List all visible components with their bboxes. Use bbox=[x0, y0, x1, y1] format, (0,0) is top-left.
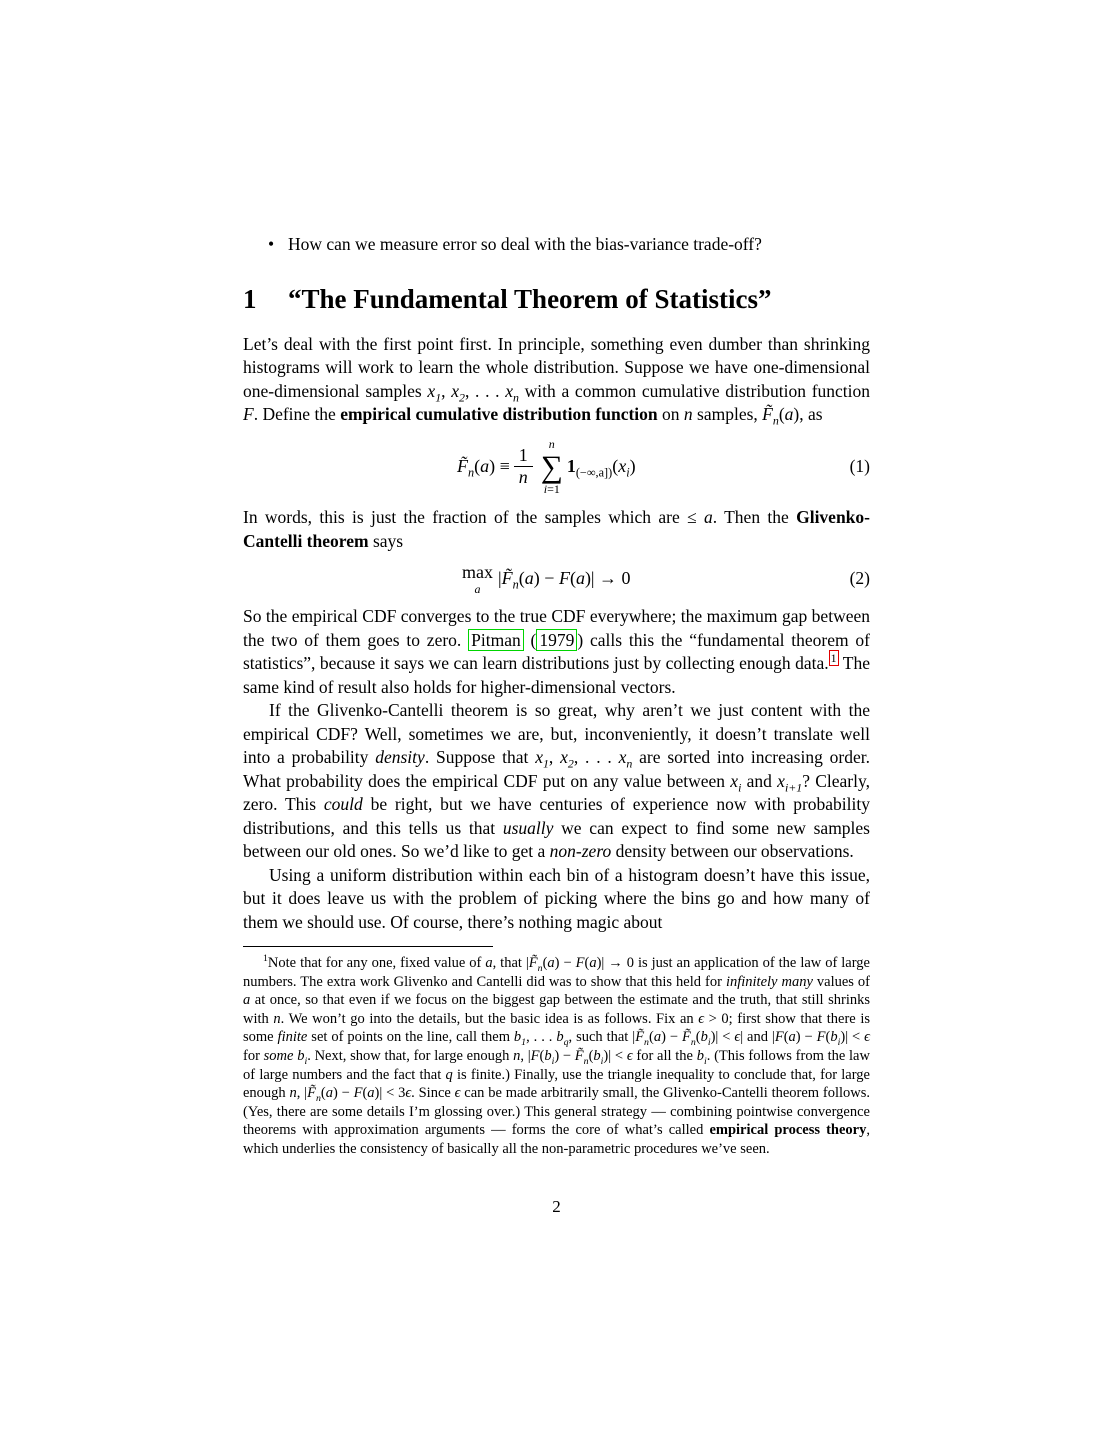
text-run: ( bbox=[518, 568, 525, 589]
text-run: ( bbox=[539, 1048, 545, 1065]
text-run: . (This follows from the law of large numbers and the fact that bbox=[243, 1048, 870, 1083]
text-run: F̃ bbox=[574, 1048, 584, 1065]
text-run: we can expect to find some new samples between our old ones. So we’d like to get a bbox=[243, 817, 870, 862]
text-run: F bbox=[243, 404, 254, 424]
text-run: i bbox=[626, 465, 630, 480]
text-run: x bbox=[618, 747, 627, 768]
text-run: Note that for any one, fixed value of bbox=[267, 955, 486, 972]
text-run: =1 bbox=[547, 481, 560, 496]
text-run: )| → 0 bbox=[584, 568, 631, 589]
text-run: F bbox=[530, 1048, 540, 1065]
text-run: F̃ bbox=[456, 455, 468, 476]
text-run: a bbox=[703, 507, 713, 528]
text-run: ( bbox=[612, 455, 619, 476]
paragraph-empirical-cdf bbox=[243, 605, 870, 699]
text-run: ( bbox=[320, 1085, 326, 1102]
text-run: F̃ bbox=[681, 1029, 691, 1046]
text-run: ( bbox=[783, 1029, 789, 1046]
text-run: ( bbox=[523, 629, 537, 650]
text-run: The same kind of result also holds for higher-dimensional vectors. bbox=[243, 653, 870, 697]
text-run: . Define the bbox=[253, 404, 341, 424]
text-run: ( bbox=[648, 1029, 654, 1046]
text-run: ( bbox=[695, 1029, 701, 1046]
text-run: b bbox=[696, 1048, 704, 1065]
equation-1-rhs bbox=[567, 455, 636, 479]
fraction-denominator: n bbox=[514, 466, 533, 488]
text-run: F̃ bbox=[635, 1029, 645, 1046]
text-run: x bbox=[535, 747, 543, 768]
text-run: i bbox=[551, 1055, 555, 1067]
text-run: F̃ bbox=[307, 1085, 316, 1102]
text-run: ) calls this the “fundamental theorem of statistics”, because it says we can learn distributions just by collecting enough data. bbox=[243, 629, 870, 674]
text-run: )| < 3 bbox=[374, 1085, 406, 1102]
paragraph-in-words bbox=[243, 506, 870, 553]
text-run: density between our observations. bbox=[611, 841, 854, 862]
text-run: finite bbox=[277, 1029, 308, 1046]
text-run: F̃ bbox=[501, 568, 513, 589]
text-run: be right, but we have centuries of experience now with probability distributions, and this tells us that bbox=[243, 794, 870, 838]
text-run: In words, this is just the fraction of the samples which are ≤ bbox=[243, 507, 704, 528]
equation-1-body bbox=[243, 437, 850, 497]
text-run: n bbox=[772, 413, 779, 428]
text-run: and bbox=[741, 770, 778, 791]
text-run: n bbox=[273, 1010, 281, 1027]
text-run: non-zero bbox=[549, 841, 612, 862]
text-run: F bbox=[575, 955, 585, 972]
text-run: F̃ bbox=[762, 404, 773, 424]
text-run: a bbox=[367, 1085, 375, 1102]
text-run: . Suppose that bbox=[424, 747, 536, 768]
text-run: n bbox=[513, 390, 519, 404]
text-run: are sorted into increasing order. What probability does the empirical CDF put on any value between bbox=[243, 747, 870, 791]
summation-sigma-icon: ∑ bbox=[540, 448, 563, 484]
text-run: 1 bbox=[542, 756, 549, 771]
text-run: density bbox=[375, 747, 425, 768]
summation-lower-limit bbox=[544, 482, 560, 496]
text-run: F̃ bbox=[528, 955, 538, 972]
paragraph-uniform-distribution bbox=[243, 864, 870, 935]
text-run: . We won’t go into the details, but the basic idea is as follows. Fix an bbox=[280, 1010, 699, 1027]
text-run: a bbox=[325, 1085, 333, 1102]
text-run: ϵ bbox=[698, 1010, 705, 1027]
text-run: i bbox=[600, 1055, 604, 1067]
fraction bbox=[514, 445, 533, 487]
text-run: for bbox=[243, 1048, 264, 1065]
text-run: ( bbox=[542, 955, 548, 972]
text-run: ϵ bbox=[454, 1085, 461, 1102]
text-run: (−∞,a]) bbox=[575, 465, 613, 480]
text-run: , . . . bbox=[526, 1029, 557, 1046]
text-run: Let’s deal with the first point first. In principle, something even dumber than shrinking histograms will work to learn the whole distribution. Suppose we have one-dimensional one-dimensional samples bbox=[243, 333, 870, 401]
text-run: x bbox=[427, 380, 436, 401]
text-run: x bbox=[451, 380, 459, 401]
text-run: says bbox=[368, 530, 404, 551]
text-run: )| < bbox=[710, 1029, 735, 1046]
text-run: a bbox=[575, 568, 585, 589]
footnote-text bbox=[243, 954, 870, 1159]
text-run: Glivenko-Cantelli theorem bbox=[243, 507, 870, 551]
text-run: empirical cumulative distribution function bbox=[340, 404, 658, 424]
text-run: ), as bbox=[793, 404, 823, 424]
section-title: “The Fundamental Theorem of Statistics” bbox=[288, 283, 772, 314]
paragraph-glivenko-discussion bbox=[243, 699, 870, 864]
text-run: | bbox=[498, 568, 502, 589]
text-run: q bbox=[445, 1066, 453, 1083]
text-run: 1 bbox=[521, 1037, 527, 1049]
text-run: 1 bbox=[566, 455, 576, 476]
text-run: i bbox=[304, 1055, 308, 1067]
text-run: ( bbox=[584, 955, 590, 972]
text-run: , . . . bbox=[464, 380, 506, 401]
text-run: ) − bbox=[533, 568, 559, 589]
text-run: ϵ bbox=[864, 1029, 870, 1046]
text-run: So the empirical CDF converges to the true CDF everywhere; the maximum gap between the two of them goes to zero. bbox=[243, 606, 870, 650]
citation-link[interactable]: 1979 bbox=[536, 629, 577, 651]
text-run: n bbox=[315, 1093, 321, 1105]
footnote-rule bbox=[243, 946, 493, 947]
text-run: | and | bbox=[740, 1029, 775, 1046]
text-run: infinitely many bbox=[725, 973, 813, 990]
footnote-ref-link[interactable]: 1 bbox=[830, 651, 837, 666]
bullet-text: How can we measure error so deal with the bias-variance trade-off? bbox=[288, 234, 762, 254]
text-run: )| < bbox=[603, 1048, 627, 1065]
page-number: 2 bbox=[552, 1196, 561, 1216]
equation-1-lhs bbox=[457, 455, 510, 479]
text-run: ) − bbox=[554, 1048, 575, 1065]
text-run: 1 bbox=[435, 390, 442, 404]
text-run: , bbox=[441, 380, 452, 401]
text-run: b bbox=[830, 1029, 838, 1046]
bullet-item bbox=[243, 233, 870, 257]
text-run: ) ≡ bbox=[489, 455, 510, 476]
text-run: ( bbox=[362, 1085, 368, 1102]
text-run: x bbox=[730, 770, 739, 791]
text-run: F bbox=[774, 1029, 784, 1046]
text-run: 2 bbox=[459, 390, 465, 404]
text-run: b bbox=[700, 1029, 708, 1046]
text-run: b bbox=[556, 1029, 564, 1046]
text-run: at once, so that even if we focus on the biggest gap between the estimate and the truth, that still shrinks with bbox=[243, 992, 870, 1027]
text-run: can be made arbitrarily small, the Glivenko-Cantelli theorem follows. (Yes, there are some details I’m glossing over.) This general strategy — combining pointwise convergence theorems with approximation arguments — forms the core of what’s called bbox=[243, 1085, 871, 1139]
text-run: n bbox=[537, 962, 543, 974]
text-run: a bbox=[784, 404, 794, 424]
text-run: n bbox=[467, 465, 475, 480]
text-run: a bbox=[788, 1029, 796, 1046]
text-run: ) − bbox=[795, 1029, 817, 1046]
max-operator-label: max bbox=[462, 562, 494, 583]
text-run: ) bbox=[629, 455, 636, 476]
text-run: n bbox=[626, 756, 633, 771]
text-run: ( bbox=[825, 1029, 831, 1046]
text-run: , that | bbox=[492, 955, 529, 972]
section-number: 1 bbox=[243, 283, 257, 314]
text-run: n bbox=[513, 1048, 521, 1065]
text-run: samples, bbox=[692, 404, 763, 424]
text-run: , bbox=[548, 747, 561, 768]
text-run: for all the bbox=[632, 1048, 697, 1065]
text-run: usually bbox=[502, 817, 554, 838]
text-run: x bbox=[560, 747, 568, 768]
citation-link[interactable]: Pitman bbox=[468, 629, 524, 651]
text-run: F bbox=[353, 1085, 363, 1102]
equation-2-tag: (2) bbox=[849, 568, 870, 589]
max-operator-subscript: a bbox=[474, 582, 481, 597]
text-run: ( bbox=[778, 404, 785, 424]
text-run: , | bbox=[296, 1085, 308, 1102]
text-run: n bbox=[583, 1055, 589, 1067]
text-run: n bbox=[289, 1085, 297, 1102]
text-run: 1 bbox=[263, 953, 268, 965]
text-run: ϵ bbox=[734, 1029, 741, 1046]
text-run: ) − bbox=[332, 1085, 354, 1102]
text-run: a bbox=[243, 992, 251, 1009]
text-run: ( bbox=[588, 1048, 594, 1065]
equation-2 bbox=[243, 563, 870, 595]
section-heading bbox=[243, 283, 870, 315]
text-run: x bbox=[777, 770, 785, 791]
text-run: If the Glivenko-Cantelli theorem is so great, why aren’t we just content with the empirical CDF? Well, sometimes we are, but, inconveniently, it doesn’t translate well into a probability bbox=[243, 700, 870, 768]
text-run: b bbox=[544, 1048, 552, 1065]
max-operator bbox=[462, 563, 493, 595]
text-run: ϵ bbox=[626, 1048, 633, 1065]
text-run: ) − bbox=[554, 955, 576, 972]
text-run: values of bbox=[812, 973, 871, 990]
text-run: a bbox=[480, 455, 490, 476]
text-run: empirical process theory bbox=[709, 1122, 867, 1139]
bullet-icon: • bbox=[268, 234, 275, 254]
text-run: Using a uniform distribution within each bin of a histogram doesn’t have this issue, but it does leave us with the problem of picking where the bins go and how many of them we should use. Of course, there’s nothing magic about bbox=[243, 864, 870, 932]
paragraph-intro bbox=[243, 333, 870, 427]
text-run: a bbox=[653, 1029, 662, 1046]
fraction-numerator: 1 bbox=[518, 445, 528, 466]
summation-upper-limit: n bbox=[548, 436, 555, 451]
text-run: i+1 bbox=[784, 780, 803, 795]
text-run: i bbox=[738, 780, 742, 795]
text-run: i bbox=[837, 1037, 841, 1049]
text-run: 2 bbox=[567, 756, 574, 771]
text-run: q bbox=[563, 1037, 569, 1049]
text-run: set of points on the line, call them bbox=[307, 1029, 514, 1046]
text-run: n bbox=[690, 1037, 696, 1049]
text-run: . Then the bbox=[712, 507, 797, 528]
text-run: ϵ bbox=[405, 1085, 412, 1102]
text-run: )| < bbox=[840, 1029, 865, 1046]
equation-1-tag: (1) bbox=[849, 455, 870, 476]
text-run: , | bbox=[520, 1048, 531, 1065]
text-run: . Since bbox=[411, 1085, 455, 1102]
text-run: x bbox=[618, 455, 627, 476]
text-run: , which underlies the consistency of basically all the non-parametric procedures we’ve seen. bbox=[243, 1122, 870, 1158]
text-run: n bbox=[683, 404, 693, 424]
summation bbox=[541, 437, 563, 497]
text-run: . Next, show that, for large enough bbox=[307, 1048, 514, 1065]
text-run: F bbox=[558, 568, 570, 589]
text-run: i bbox=[703, 1055, 707, 1067]
text-run: ( bbox=[569, 568, 576, 589]
text-run: , . . . bbox=[573, 747, 619, 768]
text-run: i bbox=[707, 1037, 711, 1049]
text-run: ? Clearly, zero. This bbox=[243, 770, 870, 815]
text-run: on bbox=[657, 404, 684, 424]
text-run: b bbox=[593, 1048, 601, 1065]
text-run: with a common cumulative distribution function bbox=[518, 380, 871, 401]
text-run: i bbox=[543, 481, 548, 496]
text-run: x bbox=[505, 380, 514, 401]
text-run: n bbox=[512, 578, 519, 593]
text-run: a bbox=[589, 955, 597, 972]
text-run: b bbox=[513, 1029, 522, 1046]
text-run: some b bbox=[263, 1048, 305, 1065]
equation-2-expression bbox=[498, 567, 631, 591]
text-run: is finite.) Finally, use the triangle inequality to conclude that, for large enough bbox=[243, 1066, 870, 1102]
equation-2-body bbox=[243, 563, 850, 595]
text-run: ) − bbox=[661, 1029, 682, 1046]
text-run: n bbox=[644, 1037, 649, 1049]
text-run: a bbox=[547, 955, 555, 972]
text-run: ( bbox=[474, 455, 481, 476]
equation-1 bbox=[243, 437, 870, 497]
text-run: , such that | bbox=[568, 1029, 636, 1046]
text-run: > 0; first show that there is some bbox=[243, 1010, 871, 1046]
text-run: a bbox=[485, 955, 493, 972]
text-run: a bbox=[524, 568, 534, 589]
text-run: could bbox=[323, 794, 363, 815]
text-run: )| → 0 is just an application of the law of large numbers. The extra work Glivenko and Cantelli did was to show that this held for bbox=[243, 955, 870, 990]
text-column bbox=[243, 0, 870, 1218]
text-run: F bbox=[816, 1029, 826, 1046]
